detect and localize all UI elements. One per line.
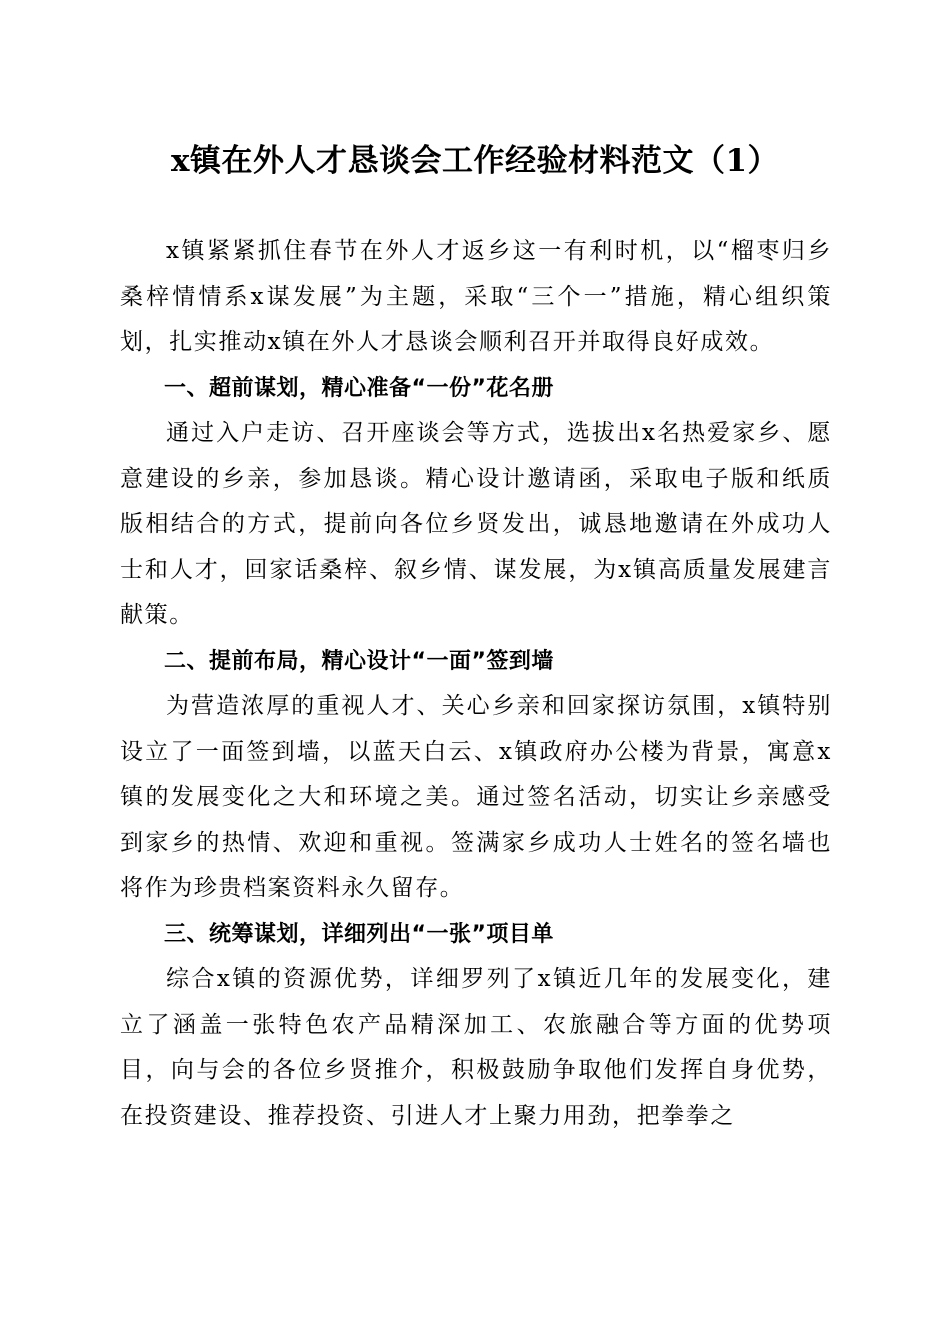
section-heading-3: 三、统筹谋划，详细列出“一张”项目单 <box>164 921 554 947</box>
section-heading-1: 一、超前谋划，精心准备“一份”花名册 <box>164 375 554 401</box>
document-title: x镇在外人才恳谈会工作经验材料范文（1） <box>170 143 780 179</box>
document-body <box>120 229 832 1139</box>
section-paragraph-3: 综合x镇的资源优势，详细罗列了x镇近几年的发展变化，建立了涵盖一张特色农产品精深加工、农旅融合等方面的优势项目，向与会的各位乡贤推介，积极鼓励争取他们发挥自身优势，在投资建设、推荐投资、引进人才上聚力用劲，把拳拳之 <box>120 966 832 1129</box>
section-paragraph-1: 通过入户走访、召开座谈会等方式，选拔出x名热爱家乡、愿意建设的乡亲，参加恳谈。精心设计邀请函，采取电子版和纸质版相结合的方式，提前向各位乡贤发出，诚恳地邀请在外成功人士和人才，回家话桑梓、叙乡情、谋发展，为x镇高质量发展建言献策。 <box>120 420 832 628</box>
section-heading-2: 二、提前布局，精心设计“一面”签到墙 <box>164 648 554 674</box>
intro-paragraph: x镇紧紧抓住春节在外人才返乡这一有利时机，以“榴枣归乡桑梓情情系x谋发展”为主题，采取“三个一”措施，精心组织策划，扎实推动x镇在外人才恳谈会顺利召开并取得良好成效。 <box>120 238 832 355</box>
section-paragraph-2: 为营造浓厚的重视人才、关心乡亲和回家探访氛围，x镇特别设立了一面签到墙，以蓝天白云、x镇政府办公楼为背景，寓意x镇的发展变化之大和环境之美。通过签名活动，切实让乡亲感受到家乡的热情、欢迎和重视。签满家乡成功人士姓名的签名墙也将作为珍贵档案资料永久留存。 <box>120 693 832 901</box>
